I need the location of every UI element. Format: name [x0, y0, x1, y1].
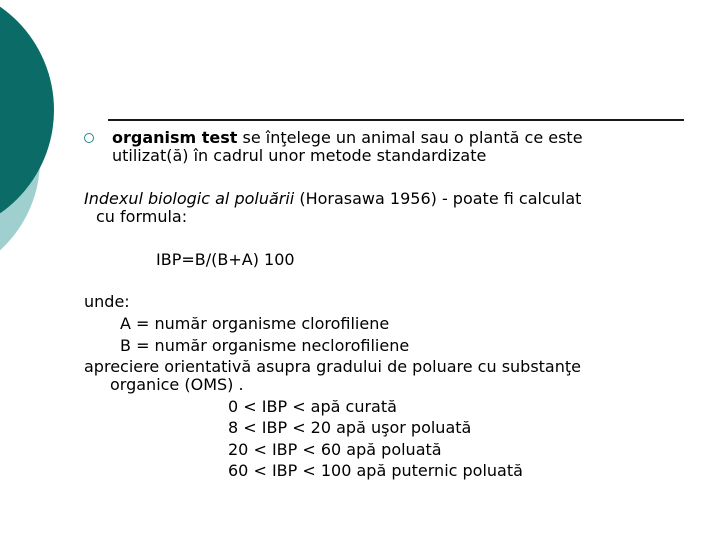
apreciere-line1: apreciere orientativă asupra gradului de poluare cu substanţe [84, 357, 581, 376]
index-line2: cu formula: [96, 207, 188, 226]
bullet-circle-icon [84, 133, 94, 143]
bullet1-line2: utilizat(ă) în cadrul unor metode standardizate [112, 146, 487, 165]
apreciere-line2: organice (OMS) . [110, 375, 244, 394]
definition-a: A = număr organisme clorofiliene [120, 314, 390, 333]
index-term: Indexul biologic al poluării [84, 189, 295, 208]
bullet1-rest: se înţelege un animal sau o plantă ce este [237, 128, 583, 147]
index-line1 [84, 189, 581, 208]
scale-row: 8 < IBP < 20 apă uşor poluată [228, 418, 472, 437]
scale-row: 20 < IBP < 60 apă poluată [228, 440, 442, 459]
formula: IBP=B/(B+A) 100 [156, 250, 295, 269]
scale-row: 0 < IBP < apă curată [228, 397, 397, 416]
title-rule [108, 119, 684, 121]
scale-row: 60 < IBP < 100 apă puternic poluată [228, 461, 523, 480]
definition-b: B = număr organisme neclorofiliene [120, 336, 410, 355]
index-rest: (Horasawa 1956) - poate fi calculat [294, 189, 582, 208]
unde-label: unde: [84, 292, 130, 311]
organism-test-term: organism test [112, 128, 238, 147]
bullet1-line1 [112, 128, 583, 147]
